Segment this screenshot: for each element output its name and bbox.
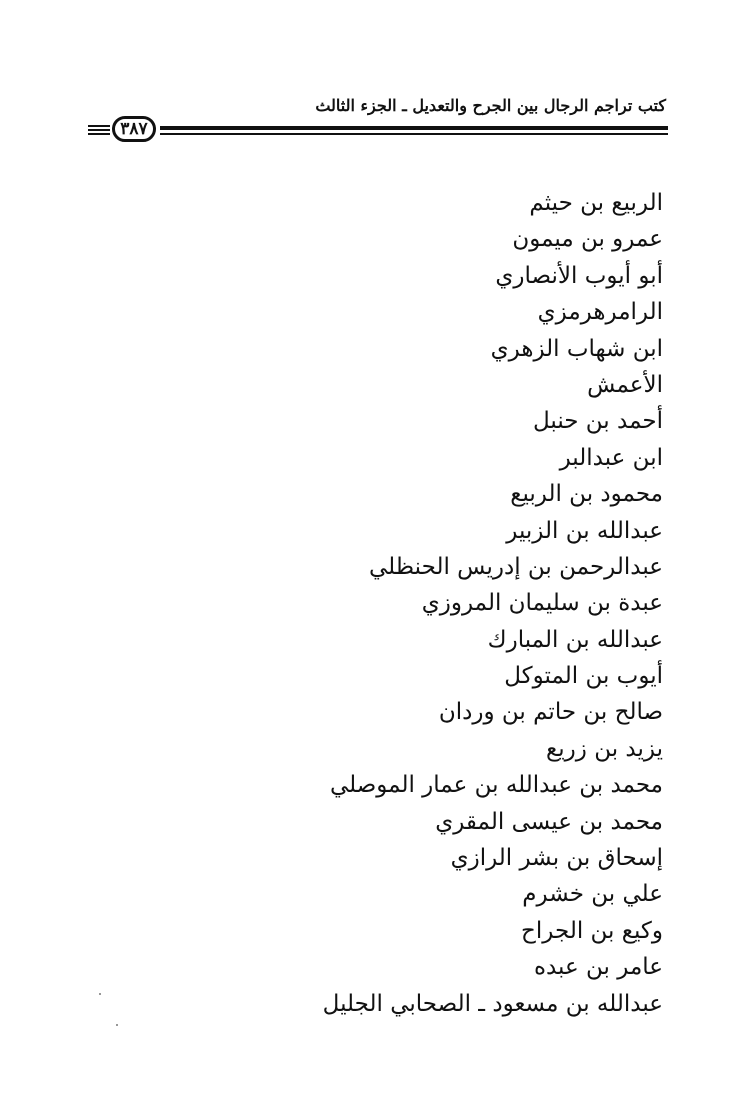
list-item: صالح بن حاتم بن وردان <box>438 699 663 726</box>
list-item: أحمد بن حنبل <box>532 408 663 435</box>
list-item: محمد بن عيسى المقري <box>435 808 663 835</box>
list-item: عبدالله بن الزبير <box>506 517 663 544</box>
scan-speck <box>99 993 101 995</box>
list-item: علي بن خشرم <box>522 881 663 908</box>
page-number-badge <box>112 116 156 142</box>
header-rule-left <box>88 133 110 135</box>
page-number: ٣٨٧ <box>120 118 148 139</box>
list-item: عبدالله بن المبارك <box>487 626 663 653</box>
list-item: يزيد بن زريع <box>546 735 663 762</box>
list-item: عامر بن عبده <box>533 954 663 981</box>
list-item: عبدة بن سليمان المروزي <box>421 590 663 617</box>
scan-speck <box>116 1024 118 1026</box>
list-item: إسحاق بن بشر الرازي <box>450 845 663 872</box>
header-rule-thin <box>160 133 668 135</box>
list-item: عبدالله بن مسعود ـ الصحابي الجليل <box>322 990 663 1017</box>
list-item: محمود بن الربيع <box>510 481 663 508</box>
header-rule-thick <box>160 126 668 130</box>
list-item: وكيع بن الجراح <box>521 917 663 944</box>
list-item: أبو أيوب الأنصاري <box>495 262 663 289</box>
list-item: عمرو بن ميمون <box>512 226 663 253</box>
list-item: ابن عبدالبر <box>559 444 663 471</box>
header-rule-left <box>88 125 110 127</box>
list-item: محمد بن عبدالله بن عمار الموصلي <box>329 772 663 799</box>
list-item: الربيع بن حيثم <box>529 190 663 216</box>
list-item: أيوب بن المتوكل <box>504 663 663 690</box>
header-rule-left <box>88 129 110 131</box>
names-list <box>323 185 663 1022</box>
list-item: عبدالرحمن بن إدريس الحنظلي <box>369 553 663 580</box>
list-item: الأعمش <box>587 371 663 398</box>
list-item: الرامرهرمزي <box>537 299 663 326</box>
header-title: كتب تراجم الرجال بين الجرح والتعديل ـ الجزء الثالث <box>315 96 666 115</box>
list-item: ابن شهاب الزهري <box>490 335 663 362</box>
